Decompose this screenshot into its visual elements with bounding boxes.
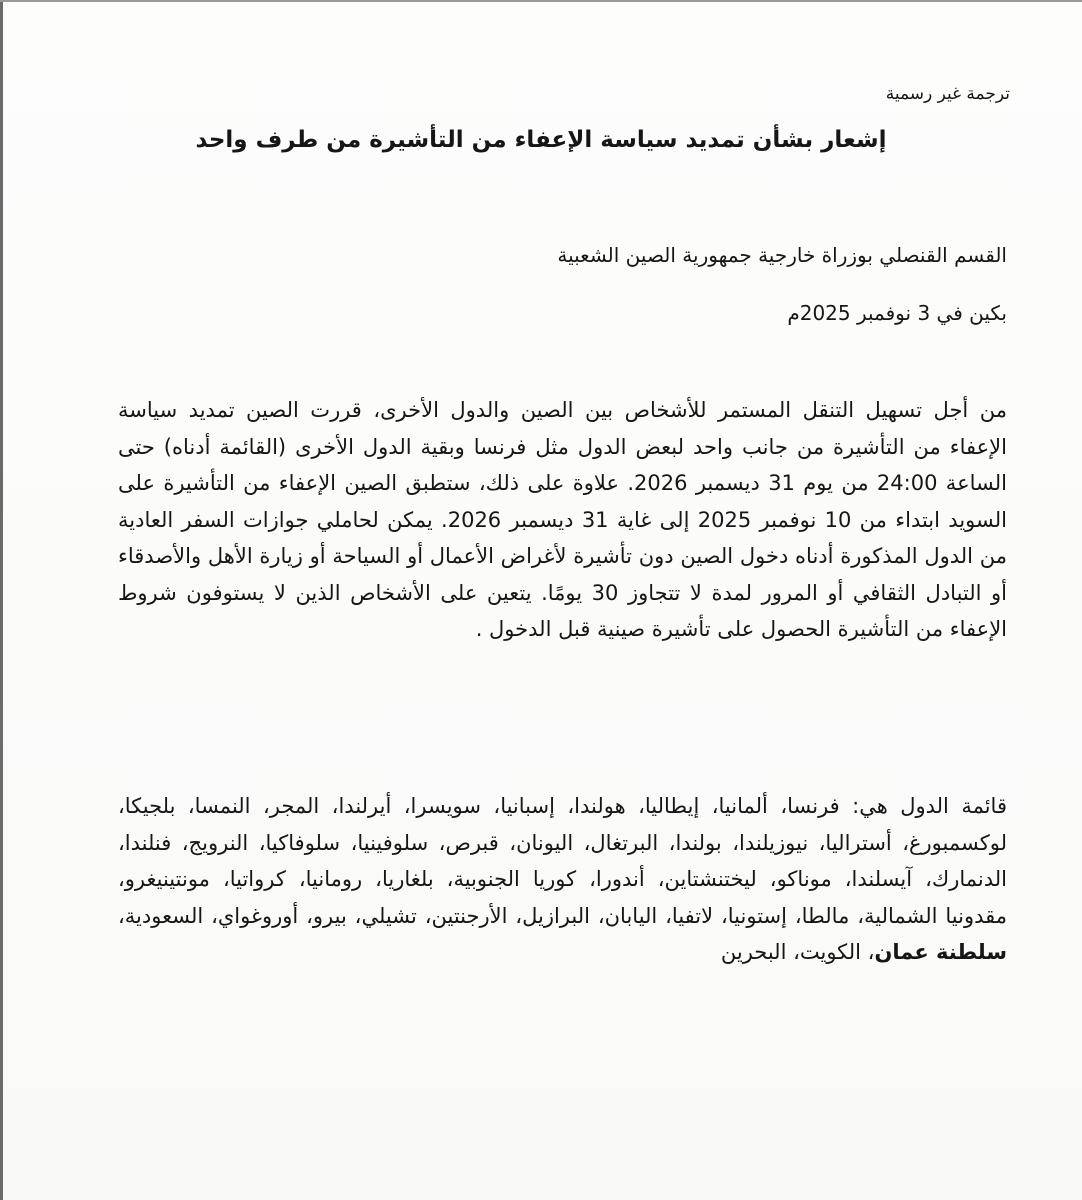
country-list-part-1: قائمة الدول هي: فرنسا، ألمانيا، إيطاليا، هولندا، إسبانيا، سويسرا، أيرلندا، المجر، النمسا، بلجيكا، لوكسمبورغ، أستراليا، نيوزيلندا، بولندا، البرتغال، اليونان، قبرص، سلوفينيا، سلوفاكيا، النرويج، فنلندا، الدنمارك، آيسلندا، موناكو، ليختنشتاين، أندورا، كوريا الجنوبية، بلغاريا، رومانيا، كرواتيا، مونتينيغرو، مقدونيا الشمالية، مالطا، إستونيا، لاتفيا، اليابان، البرازيل، الأرجنتين، تشيلي، بيرو، أوروغواي، السعودية، (118, 794, 1007, 928)
announcement-body: من أجل تسهيل التنقل المستمر للأشخاص بين الصين والدول الأخرى، قررت الصين تمديد سياسة الإعفاء من التأشيرة من جانب واحد لبعض الدول مثل فرنسا وبقية الدول الأخرى (القائمة أدناه) حتى الساعة 24:00 من يوم 31 ديسمبر 2026. علاوة على ذلك، ستطبق الصين الإعفاء من التأشيرة على السويد ابتداء من 10 نوفمبر 2025 إلى غاية 31 ديسمبر 2026. يمكن لحاملي جوازات السفر العادية من الدول المذكورة أدناه دخول الصين دون تأشيرة لأغراض الأعمال أو السياحة أو زيارة الأهل والأصدقاء أو التبادل الثقافي أو المرور لمدة لا تتجاوز 30 يومًا. يتعين على الأشخاص الذين لا يستوفون شروط الإعفاء من التأشيرة الحصول على تأشيرة صينية قبل الدخول . (118, 398, 1008, 641)
scan-edge-top (0, 0, 1082, 2)
document-title: إشعار بشأن تمديد سياسة الإعفاء من التأشيرة من طرف واحد (195, 127, 887, 153)
scan-edge-left (0, 0, 3, 1200)
document-date: بكين في 3 نوفمبر 2025م (787, 301, 1007, 325)
country-list-part-2: ، الكويت، البحرين (720, 940, 875, 964)
issuing-department: القسم القنصلي بوزراة خارجية جمهورية الصين الشعبية (557, 243, 1007, 267)
country-list (118, 788, 1007, 971)
unofficial-translation-note: ترجمة غير رسمية (885, 84, 1010, 104)
country-list-oman: سلطنة عمان (874, 940, 1007, 964)
